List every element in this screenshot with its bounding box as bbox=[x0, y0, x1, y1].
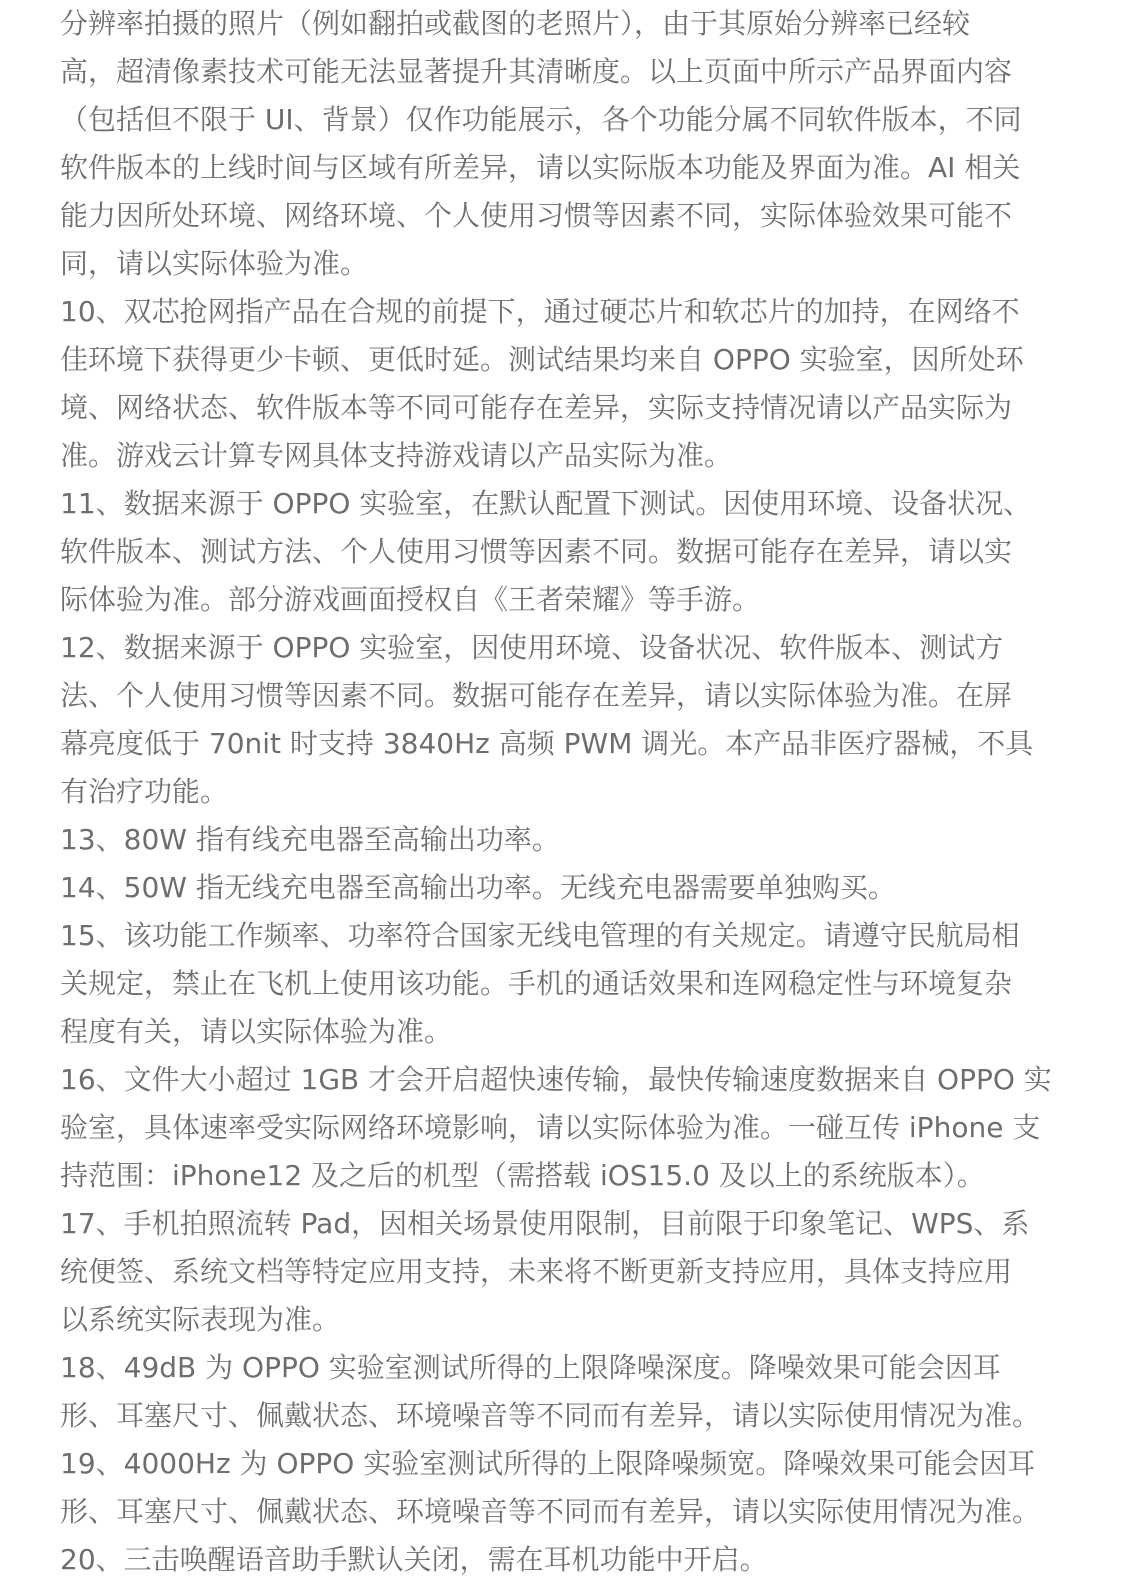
doc-line: 软件版本、测试方法、个人使用习惯等因素不同。数据可能存在差异，请以实 bbox=[60, 535, 1013, 568]
doc-line: 形、耳塞尺寸、佩戴状态、环境噪音等不同而有差异，请以实际使用情况为准。 bbox=[60, 1399, 1041, 1432]
doc-line: 法、个人使用习惯等因素不同。数据可能存在差异，请以实际体验为准。在屏 bbox=[60, 679, 1013, 712]
doc-line: 程度有关，请以实际体验为准。 bbox=[60, 1015, 453, 1048]
doc-line: 12、数据来源于 OPPO 实验室，因使用环境、设备状况、软件版本、测试方 bbox=[60, 631, 1004, 664]
doc-line: 境、网络状态、软件版本等不同可能存在差异，实际支持情况请以产品实际为 bbox=[60, 391, 1013, 424]
doc-line: 同，请以实际体验为准。 bbox=[60, 247, 369, 280]
doc-line: 统便签、系统文档等特定应用支持，未来将不断更新支持应用，具体支持应用 bbox=[60, 1255, 1013, 1288]
doc-line: 13、80W 指有线充电器至高输出功率。 bbox=[60, 823, 560, 856]
doc-line: 幕亮度低于 70nit 时支持 3840Hz 高频 PWM 调光。本产品非医疗器械，不具 bbox=[60, 727, 1034, 760]
doc-line: 验室，具体速率受实际网络环境影响，请以实际体验为准。一碰互传 iPhone 支 bbox=[60, 1111, 1041, 1144]
doc-line: 17、手机拍照流转 Pad，因相关场景使用限制，目前限于印象笔记、WPS、系 bbox=[60, 1207, 1030, 1240]
doc-line: 有治疗功能。 bbox=[60, 775, 229, 808]
doc-line: 分辨率拍摄的照片（例如翻拍或截图的老照片），由于其原始分辨率已经较 bbox=[60, 7, 971, 40]
doc-line: 16、文件大小超过 1GB 才会开启超快速传输，最快传输速度数据来自 OPPO 实 bbox=[60, 1063, 1052, 1096]
doc-line: 20、三击唤醒语音助手默认关闭，需在耳机功能中开启。 bbox=[60, 1543, 768, 1576]
doc-line: 关规定，禁止在飞机上使用该功能。手机的通话效果和连网稳定性与环境复杂 bbox=[60, 967, 1013, 1000]
doc-line: 佳环境下获得更少卡顿、更低时延。测试结果均来自 OPPO 实验室，因所处环 bbox=[60, 343, 1024, 376]
doc-line: 10、双芯抢网指产品在合规的前提下，通过硬芯片和软芯片的加持，在网络不 bbox=[60, 295, 1020, 328]
doc-line: 准。游戏云计算专网具体支持游戏请以产品实际为准。 bbox=[60, 439, 733, 472]
doc-line: 14、50W 指无线充电器至高输出功率。无线充电器需要单独购买。 bbox=[60, 871, 896, 904]
doc-line: 11、数据来源于 OPPO 实验室，在默认配置下测试。因使用环境、设备状况、 bbox=[60, 487, 1032, 520]
doc-line: 19、4000Hz 为 OPPO 实验室测试所得的上限降噪频宽。降噪效果可能会因耳 bbox=[60, 1447, 1036, 1480]
doc-line: 15、该功能工作频率、功率符合国家无线电管理的有关规定。请遵守民航局相 bbox=[60, 919, 1020, 952]
doc-line: 高，超清像素技术可能无法显著提升其清晰度。以上页面中所示产品界面内容 bbox=[60, 55, 1013, 88]
doc-line: （包括但不限于 UI、背景）仅作功能展示，各个功能分属不同软件版本，不同 bbox=[60, 103, 1022, 136]
doc-line: 以系统实际表现为准。 bbox=[60, 1303, 341, 1336]
doc-line: 18、49dB 为 OPPO 实验室测试所得的上限降噪深度。降噪效果可能会因耳 bbox=[60, 1351, 1001, 1384]
doc-line: 能力因所处环境、网络环境、个人使用习惯等因素不同，实际体验效果可能不 bbox=[60, 199, 1013, 232]
doc-line: 形、耳塞尺寸、佩戴状态、环境噪音等不同而有差异，请以实际使用情况为准。 bbox=[60, 1495, 1041, 1528]
doc-line: 持范围：iPhone12 及之后的机型（需搭载 iOS15.0 及以上的系统版本）。 bbox=[60, 1159, 985, 1192]
doc-line: 软件版本的上线时间与区域有所差异，请以实际版本功能及界面为准。AI 相关 bbox=[60, 151, 1021, 184]
doc-line: 际体验为准。部分游戏画面授权自《王者荣耀》等手游。 bbox=[60, 583, 761, 616]
